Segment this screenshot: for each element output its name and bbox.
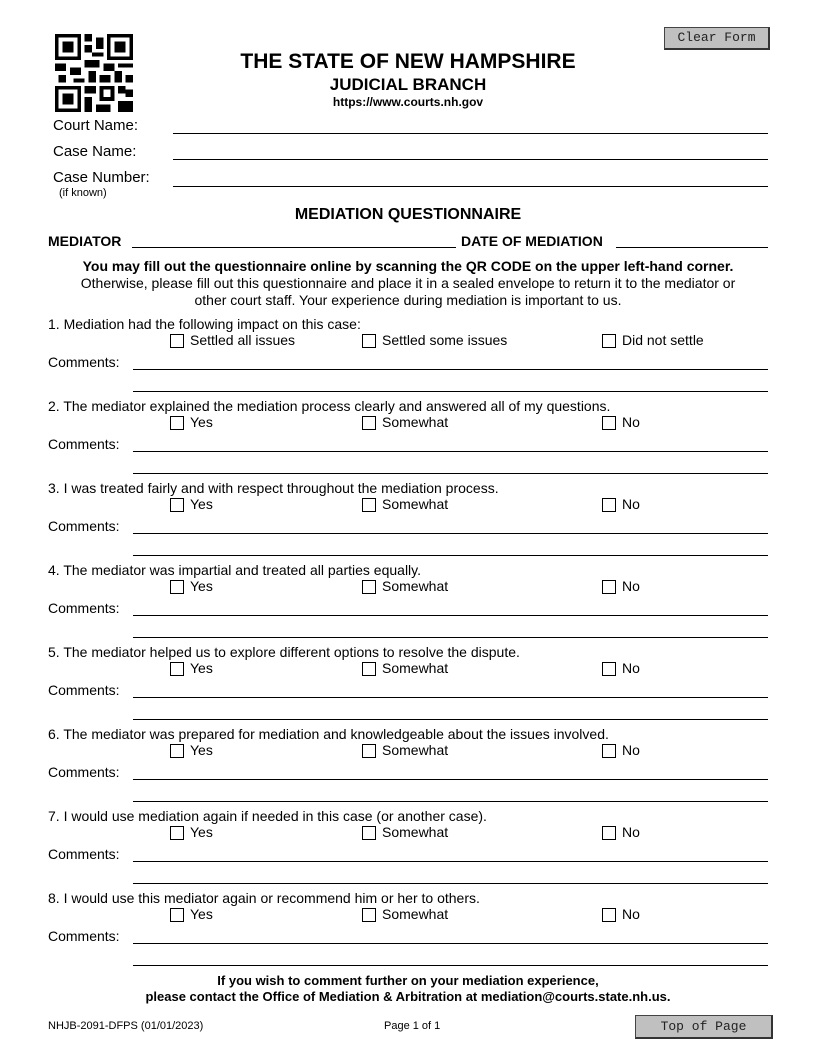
question-7-checkbox-2[interactable]	[362, 826, 376, 840]
question-8-option-3-label: No	[622, 906, 640, 922]
question-1-option-1-label: Settled all issues	[190, 332, 296, 348]
case-number-field[interactable]	[173, 186, 768, 187]
closing-line1: If you wish to comment further on your mediation experience,	[217, 973, 599, 988]
case-number-label: Case Number:	[53, 169, 150, 186]
question-1-comments-label: Comments:	[48, 354, 120, 370]
question-1-checkbox-3[interactable]	[602, 334, 616, 348]
question-2-checkbox-3[interactable]	[602, 416, 616, 430]
question-3-comments-label: Comments:	[48, 518, 120, 534]
question-8-option-1-label: Yes	[190, 906, 213, 922]
question-1-text: 1. Mediation had the following impact on this case:	[48, 316, 361, 332]
question-7-comments-line-1[interactable]	[133, 861, 768, 862]
question-1-comments-line-1[interactable]	[133, 369, 768, 370]
question-2-option-1-label: Yes	[190, 414, 213, 430]
question-3-option-3-label: No	[622, 496, 640, 512]
question-6-checkbox-2[interactable]	[362, 744, 376, 758]
court-name-field[interactable]	[173, 133, 768, 134]
if-known-note: (if known)	[59, 187, 107, 199]
question-1-checkbox-1[interactable]	[170, 334, 184, 348]
question-5-option-1-label: Yes	[190, 660, 213, 676]
header-url: https://www.courts.nh.gov	[332, 95, 484, 109]
intro-bold: You may fill out the questionnaire online by scanning the QR CODE on the upper left-hand corner.	[82, 258, 734, 274]
question-2-comments-line-2[interactable]	[133, 473, 768, 474]
question-7-option-3-label: No	[622, 824, 640, 840]
question-6-text: 6. The mediator was prepared for mediation and knowledgeable about the issues involved.	[48, 726, 609, 742]
question-1-option-2-label: Settled some issues	[382, 332, 508, 348]
closing-line2: please contact the Office of Mediation & Arbitration at mediation@courts.state.nh.us.	[145, 989, 671, 1004]
question-3-option-2-label: Somewhat	[382, 496, 449, 512]
question-4-comments-line-2[interactable]	[133, 637, 768, 638]
question-4-option-2-label: Somewhat	[382, 578, 449, 594]
page-number: Page 1 of 1	[384, 1020, 441, 1032]
question-4-text: 4. The mediator was impartial and treated all parties equally.	[48, 562, 422, 578]
date-of-mediation-field[interactable]	[616, 247, 768, 248]
question-4-checkbox-1[interactable]	[170, 580, 184, 594]
question-1-option-3-label: Did not settle	[622, 332, 704, 348]
question-3-checkbox-3[interactable]	[602, 498, 616, 512]
top-of-page-button[interactable]: Top of Page	[635, 1015, 773, 1039]
clear-form-button[interactable]: Clear Form	[664, 27, 770, 50]
question-5-comments-label: Comments:	[48, 682, 120, 698]
question-8-option-2-label: Somewhat	[382, 906, 449, 922]
question-7-checkbox-1[interactable]	[170, 826, 184, 840]
question-7-text: 7. I would use mediation again if needed in this case (or another case).	[48, 808, 487, 824]
question-2-option-2-label: Somewhat	[382, 414, 449, 430]
mediator-field[interactable]	[132, 247, 456, 248]
question-3-text: 3. I was treated fairly and with respect throughout the mediation process.	[48, 480, 499, 496]
question-5-comments-line-2[interactable]	[133, 719, 768, 720]
question-4-checkbox-2[interactable]	[362, 580, 376, 594]
question-2-checkbox-2[interactable]	[362, 416, 376, 430]
question-4-option-3-label: No	[622, 578, 640, 594]
question-6-option-3-label: No	[622, 742, 640, 758]
form-title: MEDIATION QUESTIONNAIRE	[294, 206, 522, 223]
question-5-text: 5. The mediator helped us to explore different options to resolve the dispute.	[48, 644, 520, 660]
question-5-checkbox-2[interactable]	[362, 662, 376, 676]
question-5-comments-line-1[interactable]	[133, 697, 768, 698]
intro-line3: other court staff. Your experience during mediation is important to us.	[194, 292, 622, 308]
question-8-checkbox-3[interactable]	[602, 908, 616, 922]
question-2-option-3-label: No	[622, 414, 640, 430]
question-8-comments-line-1[interactable]	[133, 943, 768, 944]
question-7-option-1-label: Yes	[190, 824, 213, 840]
question-5-checkbox-3[interactable]	[602, 662, 616, 676]
question-1-comments-line-2[interactable]	[133, 391, 768, 392]
question-6-comments-label: Comments:	[48, 764, 120, 780]
question-4-comments-line-1[interactable]	[133, 615, 768, 616]
intro-line2: Otherwise, please fill out this questionnaire and place it in a sealed envelope to return it to the mediator or	[80, 275, 736, 291]
question-4-option-1-label: Yes	[190, 578, 213, 594]
question-4-checkbox-3[interactable]	[602, 580, 616, 594]
question-6-checkbox-1[interactable]	[170, 744, 184, 758]
header-title: THE STATE OF NEW HAMPSHIRE	[240, 50, 576, 73]
question-2-comments-line-1[interactable]	[133, 451, 768, 452]
court-name-label: Court Name:	[53, 117, 139, 134]
question-3-option-1-label: Yes	[190, 496, 213, 512]
question-3-checkbox-2[interactable]	[362, 498, 376, 512]
question-8-comments-label: Comments:	[48, 928, 120, 944]
header-subtitle: JUDICIAL BRANCH	[329, 75, 487, 94]
question-7-comments-label: Comments:	[48, 846, 120, 862]
case-name-label: Case Name:	[53, 143, 137, 160]
question-8-checkbox-2[interactable]	[362, 908, 376, 922]
form-id: NHJB-2091-DFPS (01/01/2023)	[48, 1020, 204, 1032]
date-of-mediation-label: DATE OF MEDIATION	[461, 233, 603, 249]
question-1-checkbox-2[interactable]	[362, 334, 376, 348]
question-8-text: 8. I would use this mediator again or recommend him or her to others.	[48, 890, 480, 906]
question-7-comments-line-2[interactable]	[133, 883, 768, 884]
mediator-label: MEDIATOR	[48, 233, 122, 249]
question-3-checkbox-1[interactable]	[170, 498, 184, 512]
case-name-field[interactable]	[173, 159, 768, 160]
question-5-option-3-label: No	[622, 660, 640, 676]
question-2-comments-label: Comments:	[48, 436, 120, 452]
question-2-text: 2. The mediator explained the mediation process clearly and answered all of my questions.	[48, 398, 611, 414]
question-8-checkbox-1[interactable]	[170, 908, 184, 922]
question-5-option-2-label: Somewhat	[382, 660, 449, 676]
question-4-comments-label: Comments:	[48, 600, 120, 616]
question-6-comments-line-1[interactable]	[133, 779, 768, 780]
question-6-option-2-label: Somewhat	[382, 742, 449, 758]
question-3-comments-line-2[interactable]	[133, 555, 768, 556]
question-5-checkbox-1[interactable]	[170, 662, 184, 676]
question-7-checkbox-3[interactable]	[602, 826, 616, 840]
question-2-checkbox-1[interactable]	[170, 416, 184, 430]
question-8-comments-line-2[interactable]	[133, 965, 768, 966]
question-6-checkbox-3[interactable]	[602, 744, 616, 758]
question-6-option-1-label: Yes	[190, 742, 213, 758]
question-7-option-2-label: Somewhat	[382, 824, 449, 840]
question-6-comments-line-2[interactable]	[133, 801, 768, 802]
question-3-comments-line-1[interactable]	[133, 533, 768, 534]
